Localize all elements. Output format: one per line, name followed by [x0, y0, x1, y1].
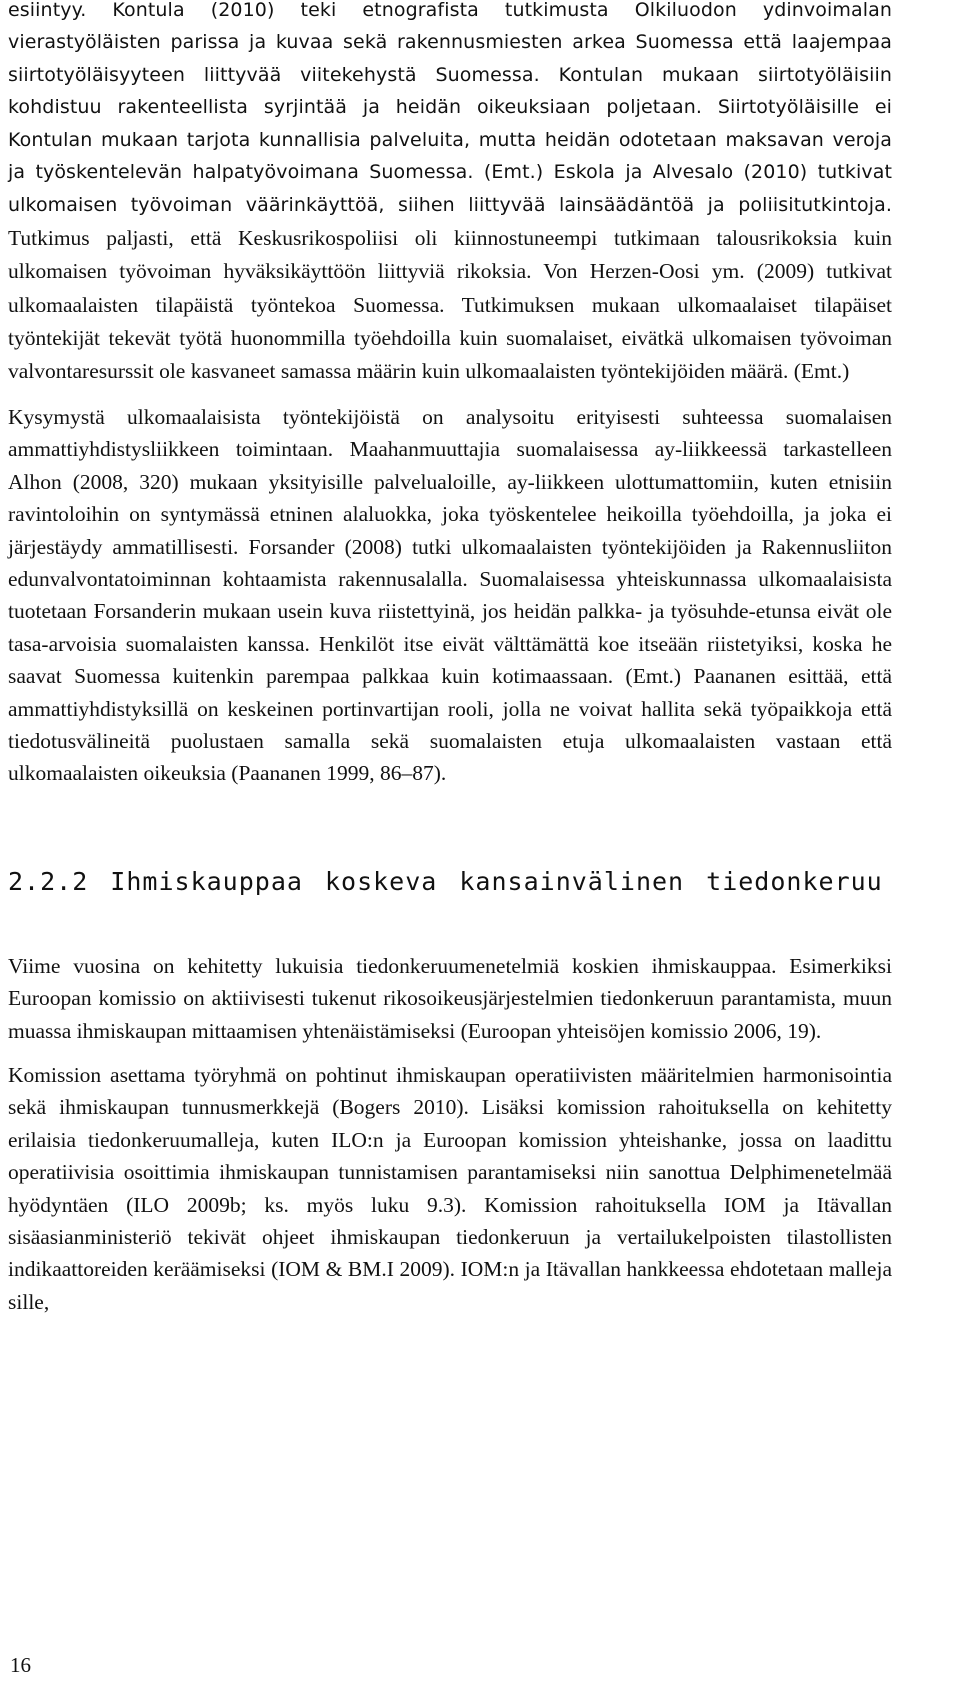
- section-heading: 2.2.2 Ihmiskauppaa koskeva kansainvälinen tiedonkeruu: [8, 866, 883, 896]
- paragraph-serif-segment: Tutkimus paljasti, että Keskusrikospoliisi oli kiinnostuneempi tutkimaan talousrikoksia kuin ulkomaisen työvoiman hyväksikäyttöön liittyviä rikoksia. Von Herzen-Oosi ym. (2009) tutkivat ulkomaalaisten tilapäistä työntekoa Suomessa. Tutkimuksen mukaan ulkomaalaiset tilapäiset työntekijät tekevät työtä huonommilla työehdoilla kuin suomalaiset, eivätkä ulkomaisen työvoiman valvontaresurssit ole kasvaneet samassa määrin kuin ulkomaalaisten työntekijöiden määrä. (Emt.): [8, 225, 892, 384]
- page-number: 16: [10, 1653, 31, 1677]
- document-page: [8, 0, 892, 1318]
- paragraph-foreign-workers-research: [8, 0, 892, 389]
- paragraph-sans-segment: esiintyy. Kontula (2010) teki etnografista tutkimusta Olkiluodon ydinvoimalan vierastyöläisten parissa ja kuvaa sekä rakennusmiesten arkea Suomessa että laajempaa siirtotyöläisyyteen liittyvää viitekehystä Suomessa. Kontulan mukaan siirtotyöläisiin kohdistuu rakenteellista syrjintää ja heidän oikeuksiaan poljetaan. Siirtotyöläisille ei Kontulan mukaan tarjota kunnallisia palveluita, mutta heidän odotetaan maksavan veroja ja työskentelevän halpatyövoimana Suomessa. (Emt.) Eskola ja Alvesalo (2010) tutkivat ulkomaisen työvoiman väärinkäyttöä, siihen liittyvää lainsäädäntöä ja poliisitutkintoja.: [8, 0, 892, 217]
- paragraph-trade-unions: Kysymystä ulkomaalaisista työntekijöistä on analysoitu erityisesti suhteessa suomalaisen ammattiyhdistysliikkeen toimintaan. Maahanmuuttajia suomalaisessa ay-liikkeessä tarkastelleen Alhon (2008, 320) mukaan yksityisille palvelualoille, ay-liikkeen ulottumattomiin, kuten etnisiin ravintoloihin on syntymässä etninen alaluokka, joka työskentelee heikoilla työehdoilla, ja joka ei järjestäydy ammatillisesti. Forsander (2008) tutki ulkomaalaisten työntekijöiden ja Rakennusliiton edunvalvontatoiminnan kohtaamista rakennusalalla. Suomalaisessa yhteiskunnassa ulkomaalaisista tuotetaan Forsanderin mukaan usein kuva riistettyinä, jos heidän palkka- ja työsuhde-etunsa eivät ole tasa-arvoisia suomalaisten kanssa. Henkilöt itse eivät välttämättä koe itseään riistetyiksi, koska he saavat Suomessa kuitenkin parempaa palkkaa kuin kotimaassaan. (Emt.) Paananen esittää, että ammattiyhdistyksillä on keskeinen portinvartijan rooli, jolla ne voivat hallita sekä työpaikkoja että tiedotusvälineitä puolustaen samalla sekä suomalaisten etuja ulkomaalaisten vastaan että ulkomaalaisten oikeuksia (Paananen 1999, 86–87).: [8, 404, 892, 786]
- paragraph-data-collection-methods: Viime vuosina on kehitetty lukuisia tiedonkeruumenetelmiä koskien ihmiskauppaa. Esimerkiksi Euroopan komissio on aktiivisesti tukenut rikosoikeusjärjestelmien tiedonkeruun parantamista, muun muassa ihmiskaupan mittaamisen yhtenäistämiseksi (Euroopan yhteisöjen komissio 2006, 19).: [8, 953, 892, 1043]
- paragraph-commission-working-group: Komission asettama työryhmä on pohtinut ihmiskaupan operatiivisten määritelmien harmonisointia sekä ihmiskaupan tunnusmerkkejä (Bogers 2010). Lisäksi komission rahoituksella on kehitetty erilaisia tiedonkeruumalleja, kuten ILO:n ja Euroopan komission yhteishanke, jossa on laadittu operatiivisia osoittimia ihmiskaupan tunnistamisen parantamiseksi niin sanottua Delphimenetelmää hyödyntäen (ILO 2009b; ks. myös luku 9.3). Komission rahoituksella IOM ja Itävallan sisäasianministeriö tekivät ohjeet ihmiskaupan tiedonkeruun ja vertailukelpoisten tilastollisten indikaattoreiden keräämiseksi (IOM & BM.I 2009). IOM:n ja Itävallan hankkeessa ehdotetaan malleja sille,: [8, 1062, 892, 1314]
